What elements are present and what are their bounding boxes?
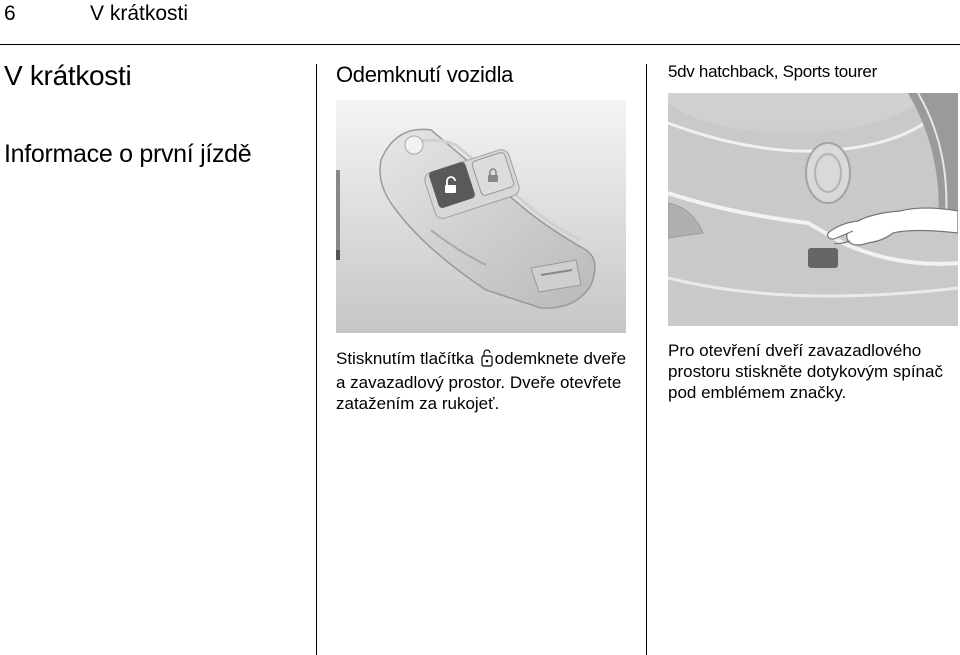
unlock-text-before: Stisknutím tlačítka [336, 349, 474, 368]
section-title: V krátkosti [4, 60, 132, 91]
column-divider-right [646, 64, 647, 655]
unlock-text-after: odemknete dveře a zavazadlový prostor. Dveře otevřete zatažením za rukojeť. [336, 349, 627, 413]
unlock-icon [481, 349, 493, 372]
tailgate-emblem-switch-illustration [668, 93, 958, 326]
column-divider-left [316, 64, 317, 655]
car-key-fob-illustration [336, 100, 626, 333]
unlock-instructions [336, 348, 636, 414]
variant-heading: 5dv hatchback, Sports tourer [668, 62, 877, 81]
section-subtitle: Informace o první jízdě [4, 140, 252, 168]
tailgate-instructions: Pro otevření dveří zavazadlového prostoru stiskněte dotykovým spínač pod emblémem značky. [668, 341, 943, 402]
unlock-vehicle-heading: Odemknutí vozidla [336, 62, 514, 87]
page-number: 6 [4, 2, 16, 25]
running-head: V krátkosti [90, 2, 189, 25]
header-divider [0, 44, 960, 45]
